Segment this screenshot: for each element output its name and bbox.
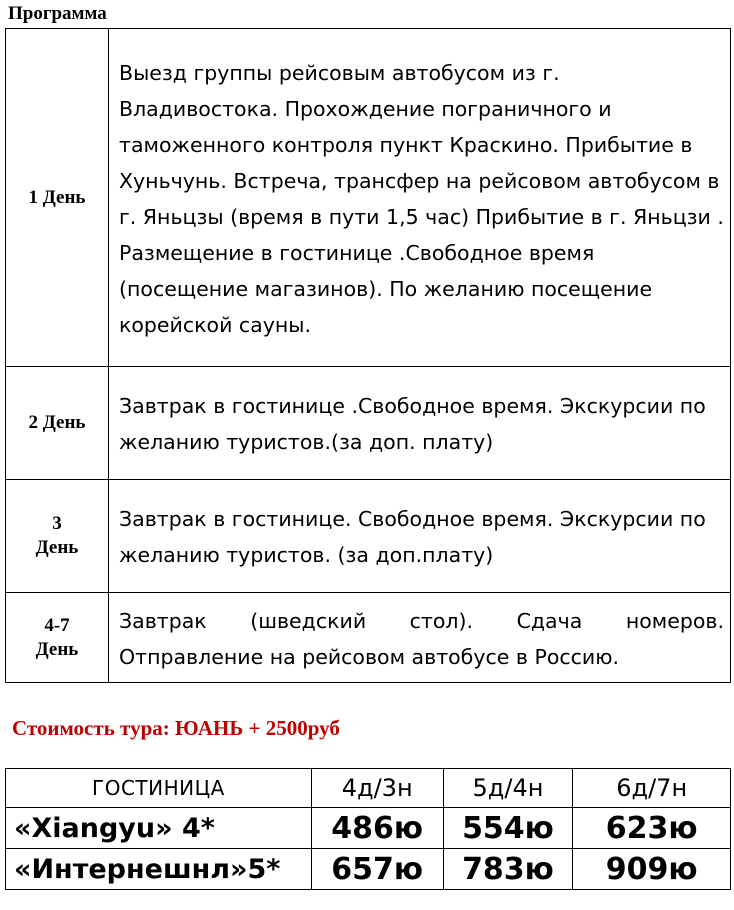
program-table [5,28,731,683]
day-description-line-1: Завтрак (шведский стол). Сдача номеров. [119,608,724,633]
price-cell: 486ю [311,808,443,849]
day-label [6,480,109,593]
program-row-day-2 [6,367,731,480]
day-label: 1 День [6,29,109,367]
program-row-day-3 [6,480,731,593]
day-number: 3 [52,513,62,534]
price-row [6,849,731,890]
day-description: Завтрак в гостинице. Свободное время. Экскурсии по желанию туристов. (за доп.плату) [109,480,731,593]
day-label [6,593,109,683]
program-row-day-4-7 [6,593,731,683]
day-description-line-2: Отправление на рейсовом автобусе в Россию. [119,644,619,669]
header-duration: 5д/4н [443,769,573,808]
day-label: 2 День [6,367,109,480]
price-table [5,768,731,890]
price-cell: 623ю [573,808,731,849]
program-row-day-1 [6,29,731,367]
hotel-name: «Xiangyu» 4* [6,808,312,849]
day-description: Завтрак в гостинице .Свободное время. Экскурсии по желанию туристов.(за доп. плату) [109,367,731,480]
price-header-row [6,769,731,808]
day-word: День [35,638,79,660]
price-cell: 909ю [573,849,731,890]
price-cell: 554ю [443,808,573,849]
price-row [6,808,731,849]
price-cell: 657ю [311,849,443,890]
day-number: 4-7 [44,614,70,636]
hotel-name: «Интернешнл»5* [6,849,312,890]
tour-cost: Стоимость тура: ЮАНЬ + 2500руб [12,716,340,740]
price-cell: 783ю [443,849,573,890]
header-duration: 6д/7н [573,769,731,808]
day-word: День [35,537,79,558]
program-heading: Программа [8,3,107,24]
header-duration: 4д/3н [311,769,443,808]
day-description: Выезд группы рейсовым автобусом из г. Владивостока. Прохождение пограничного и таможенного контроля пункт Краскино. Прибытие в Хуньчунь. Встреча, трансфер на рейсовом автобусом в г. Яньцзы (время в пути 1,5 час) Прибытие в г. Яньцзи . Размещение в гостинице .Свободное время (посещение магазинов). По желанию посещение корейской сауны. [109,29,731,367]
header-hotel: ГОСТИНИЦА [6,769,312,808]
day-description [109,593,731,683]
